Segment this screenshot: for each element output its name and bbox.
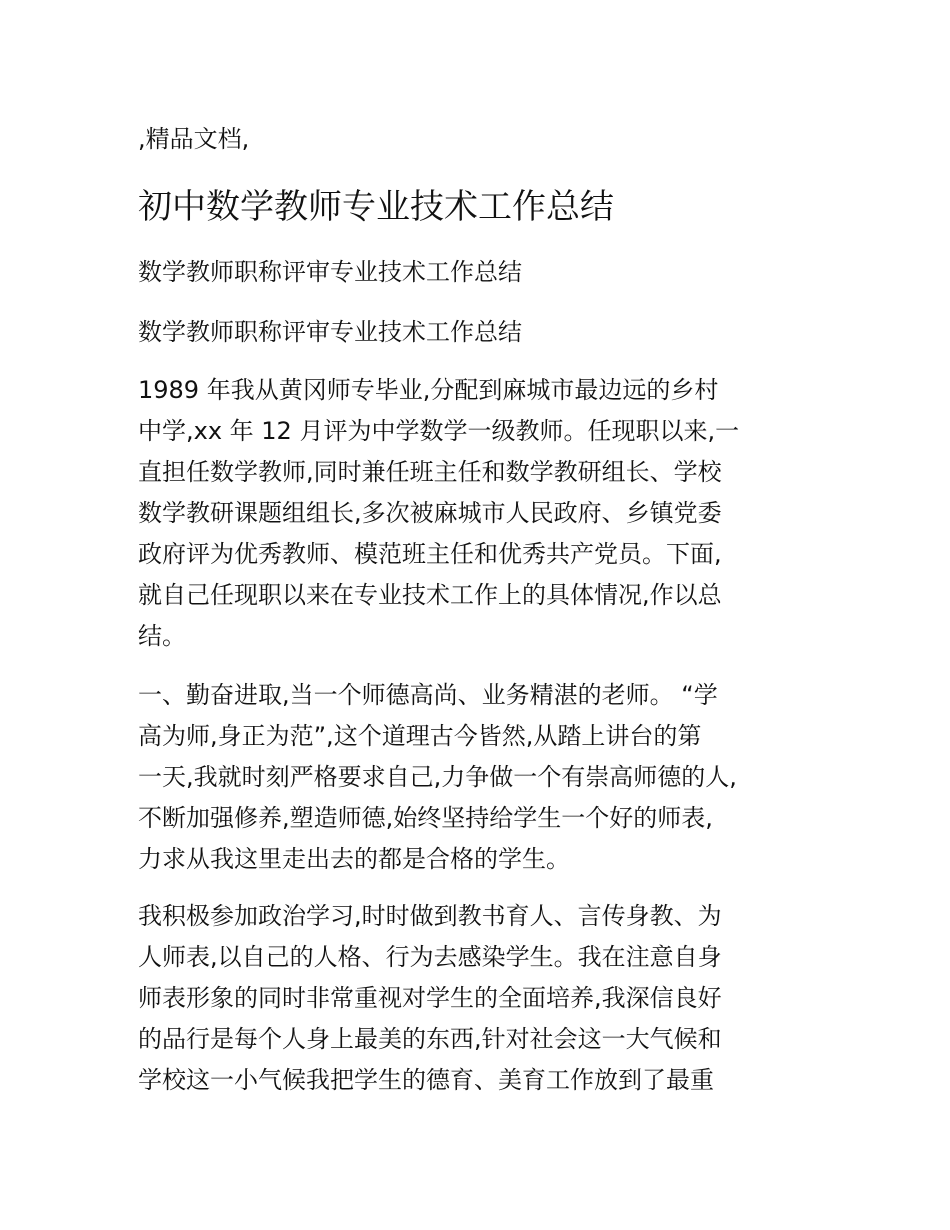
paragraph-line: 人师表,以自己的人格、行为去感染学生。我在注意自身 [138, 943, 722, 971]
paragraph-line: 数学教研课题组组长,多次被麻城市人民政府、乡镇党委 [138, 499, 722, 527]
paragraph-section-one [138, 675, 818, 880]
paragraph-line: 我积极参加政治学习,时时做到教书育人、言传身教、为 [138, 902, 722, 930]
paragraph-line: 高为师,身正为范”,这个道理古今皆然,从踏上讲台的第 [138, 722, 702, 750]
paragraph-line: 学校这一小气候我把学生的德育、美育工作放到了最重 [138, 1066, 714, 1094]
paragraph-line: 中学,xx 年 12 月评为中学数学一级教师。任现职以来,一 [138, 417, 740, 445]
paragraph-line: 力求从我这里走出去的都是合格的学生。 [138, 845, 570, 873]
document-title: 初中数学教师专业技术工作总结 [138, 187, 614, 227]
document-header-label: ,精品文档, [138, 125, 250, 153]
paragraph-line: 的品行是每个人身上最美的东西,针对社会这一大气候和 [138, 1025, 722, 1053]
paragraph-line: 一天,我就时刻严格要求自己,力争做一个有崇高师德的人, [138, 763, 737, 791]
document-subtitle: 数学教师职称评审专业技术工作总结 [138, 318, 522, 346]
paragraph-line: 就自己任现职以来在专业技术工作上的具体情况,作以总 [138, 581, 722, 609]
paragraph-line: 不断加强修养,塑造师德,始终坚持给学生一个好的师表, [138, 804, 713, 832]
paragraph-intro [138, 370, 818, 657]
paragraph-line: 直担任数学教师,同时兼任班主任和数学教研组长、学校 [138, 458, 722, 486]
paragraph-line: 一、勤奋进取,当一个师德高尚、业务精湛的老师。 “学 [138, 681, 718, 709]
paragraph-line: 政府评为优秀教师、模范班主任和优秀共产党员。下面, [138, 540, 722, 568]
paragraph-line: 1989 年我从黄冈师专毕业,分配到麻城市最边远的乡村 [138, 376, 719, 404]
paragraph-line: 师表形象的同时非常重视对学生的全面培养,我深信良好 [138, 984, 722, 1012]
paragraph-line: 结。 [138, 622, 186, 650]
document-subtitle: 数学教师职称评审专业技术工作总结 [138, 258, 522, 286]
paragraph-political-study [138, 896, 818, 1101]
